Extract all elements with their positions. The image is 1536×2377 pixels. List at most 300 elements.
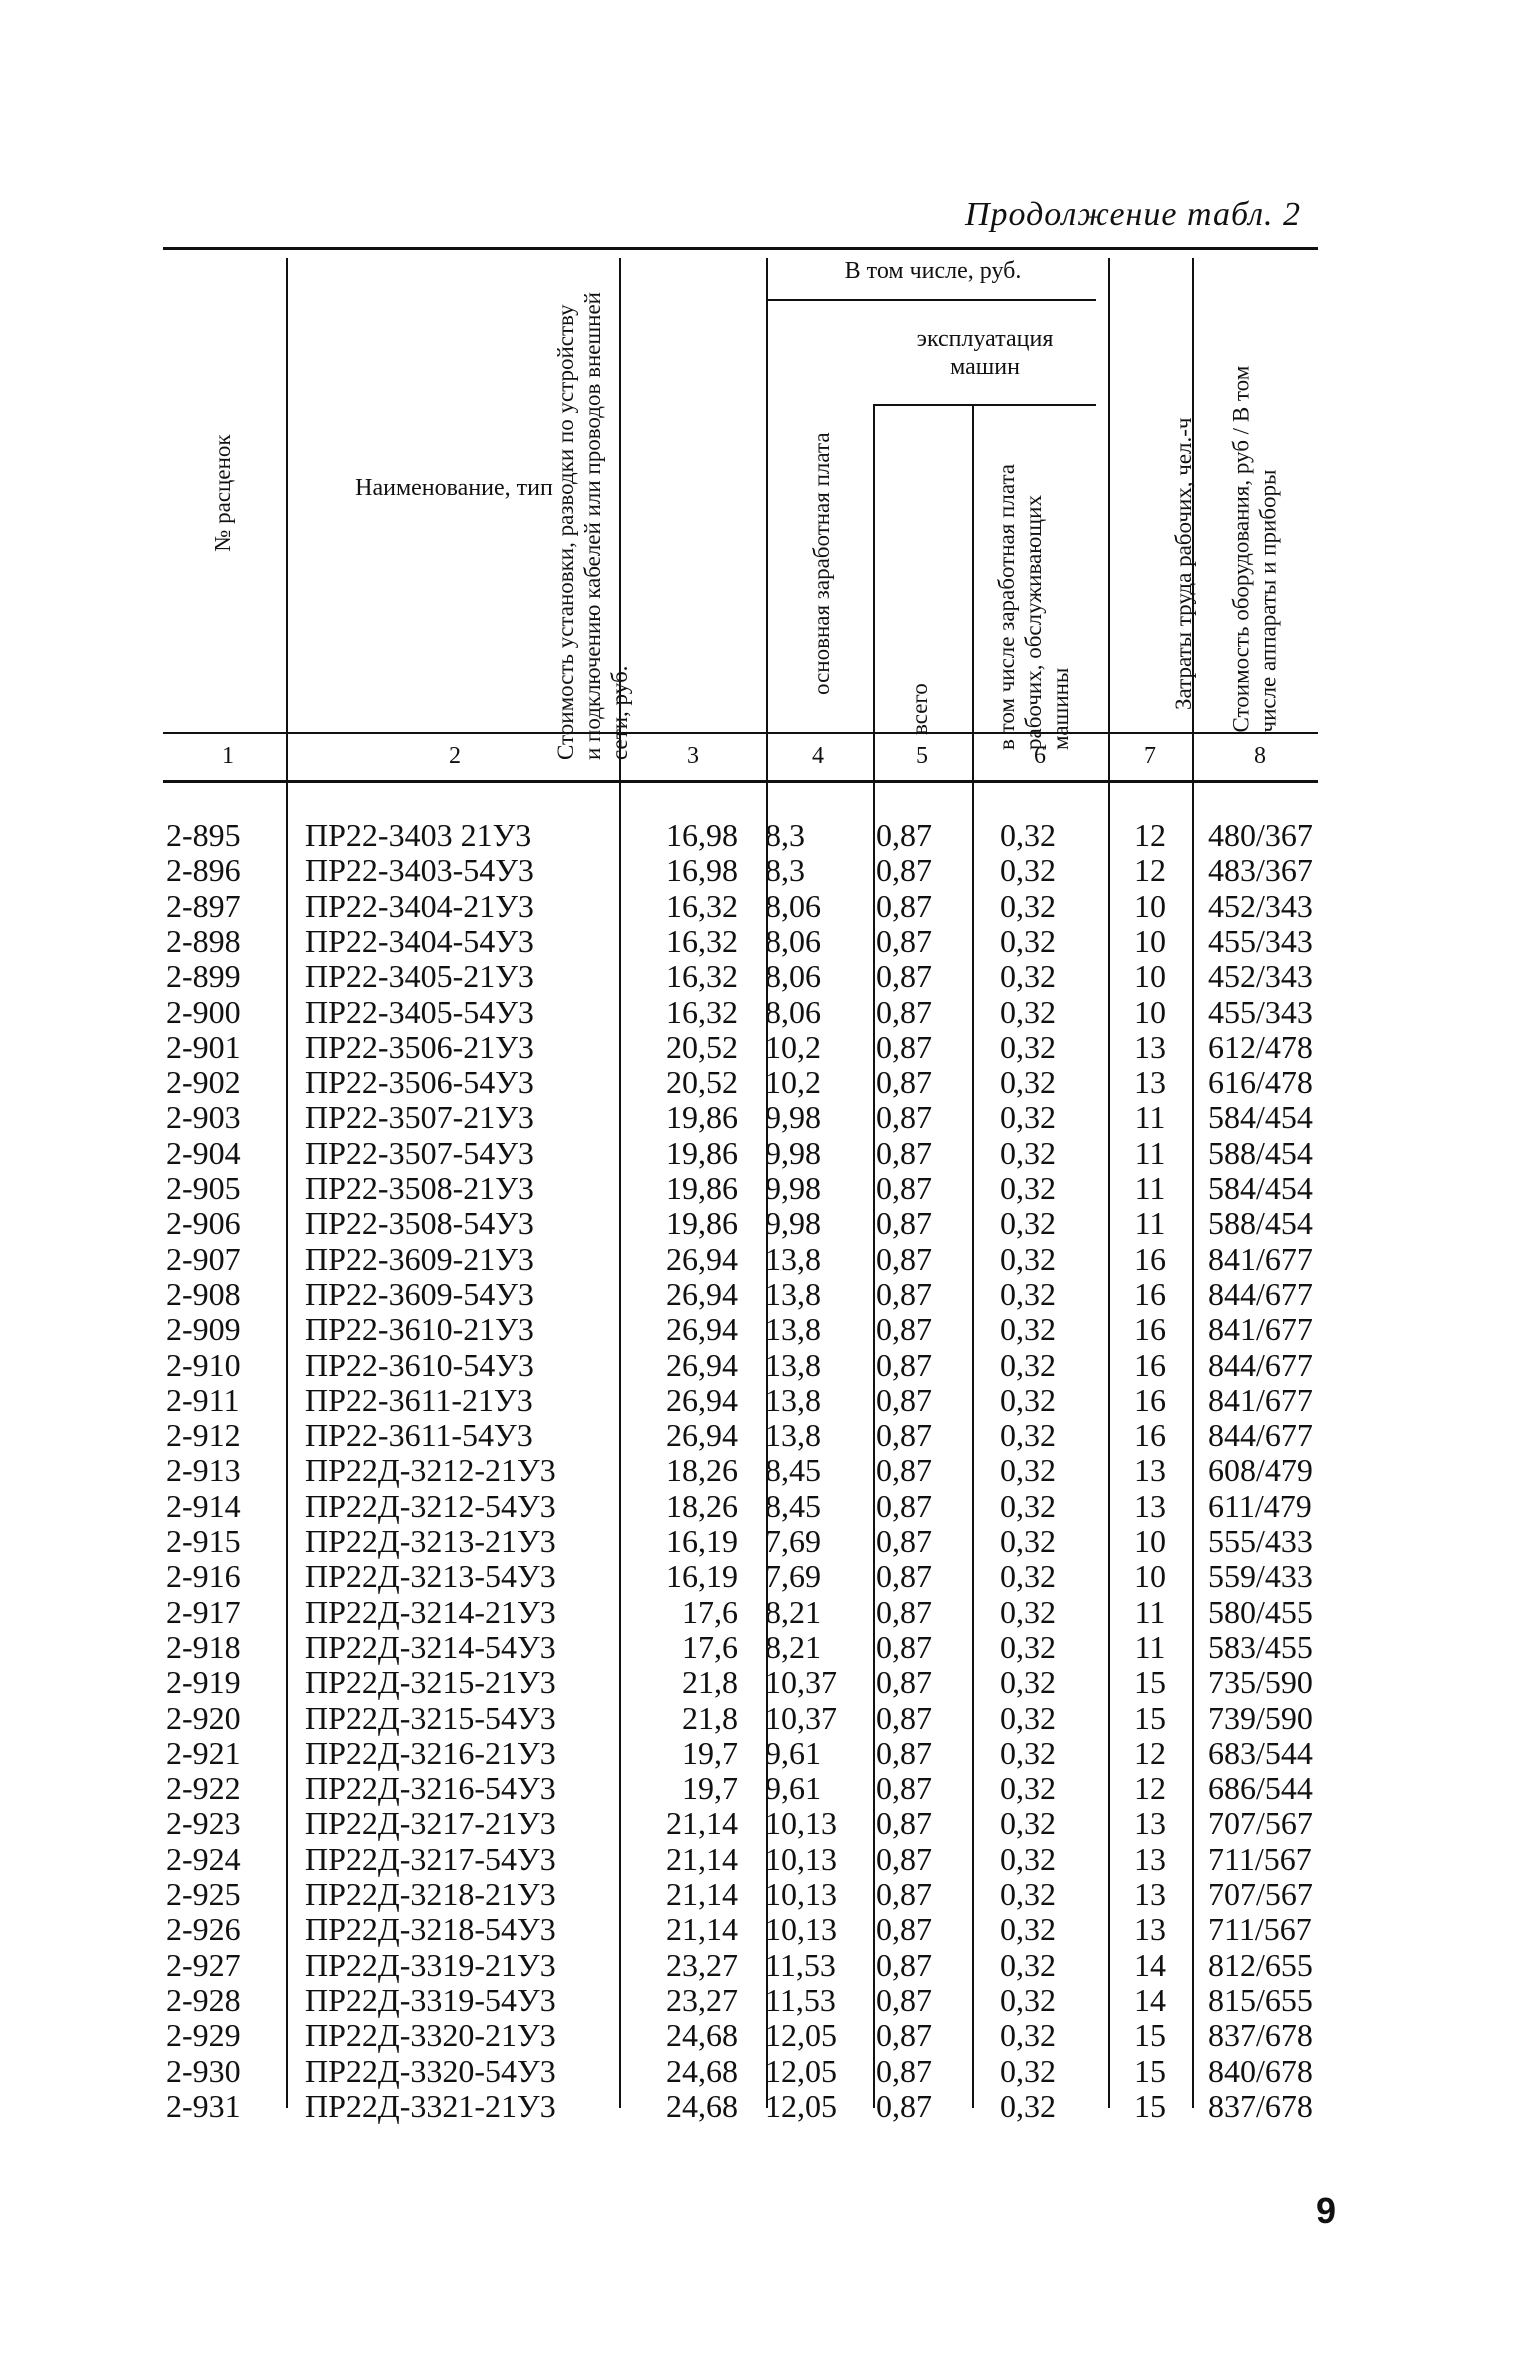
table-cell: 13 [1134, 1028, 1166, 1065]
table-cell: 8,45 [765, 1487, 821, 1524]
table-cell: 2-900 [166, 993, 241, 1030]
table-cell: 0,87 [876, 2087, 932, 2124]
table-cell: 686/544 [1208, 1770, 1313, 1807]
table-cell: ПР22Д-3217-54У3 [305, 1840, 556, 1877]
table-cell: 26,94 [666, 1240, 738, 1277]
table-cell: 15 [1134, 2087, 1166, 2124]
table-cell: 588/454 [1208, 1134, 1313, 1171]
table-cell: 0,32 [1000, 1734, 1056, 1771]
table-cell: 0,32 [1000, 1699, 1056, 1736]
table-cell: 0,32 [1000, 1064, 1056, 1101]
table-cell: 0,87 [876, 1523, 932, 1559]
table-cell: 16,19 [666, 1523, 738, 1559]
table-cell: 483/367 [1208, 852, 1313, 889]
table-cell: ПР22-3404-54У3 [305, 922, 534, 959]
table-cell: 9,98 [765, 1099, 821, 1136]
table-cell: 16 [1134, 1275, 1166, 1312]
table-cell: 16,32 [666, 993, 738, 1030]
table-cell: 2-902 [166, 1064, 241, 1101]
table-cell: 24,68 [666, 2087, 738, 2124]
table-cell: 0,87 [876, 887, 932, 924]
table-cell: 2-921 [166, 1734, 241, 1771]
table-cell: ПР22-3611-21У3 [305, 1381, 533, 1418]
table-cell: 0,32 [1000, 1558, 1056, 1595]
col-divider [286, 258, 288, 2108]
table-cell: 11 [1134, 1170, 1166, 1206]
table-cell: 17,6 [682, 1593, 738, 1630]
table-cell: 8,06 [765, 922, 821, 959]
table-cell: ПР22Д-3319-21У3 [305, 1946, 556, 1983]
column-number: 4 [812, 743, 824, 769]
table-cell: ПР22Д-3321-21У3 [305, 2087, 556, 2124]
table-cell: 812/655 [1208, 1946, 1313, 1983]
table-cell: 10,13 [765, 1840, 837, 1877]
table-cell: 7,69 [765, 1558, 821, 1595]
table-cell: 16 [1134, 1311, 1166, 1348]
table-cell: 8,21 [765, 1628, 821, 1665]
table-cell: 21,14 [666, 1840, 738, 1877]
table-cell: ПР22Д-3212-21У3 [305, 1452, 556, 1489]
table-cell: 20,52 [666, 1028, 738, 1065]
continued-label: Продолжение табл. 2 [965, 196, 1302, 233]
table-cell: 8,06 [765, 958, 821, 995]
table-cell: 21,14 [666, 1805, 738, 1842]
table-cell: 13 [1134, 1064, 1166, 1101]
table-cell: 9,61 [765, 1770, 821, 1807]
table-cell: 8,06 [765, 887, 821, 924]
table-cell: 0,87 [876, 1628, 932, 1665]
table-cell: ПР22-3609-21У3 [305, 1240, 534, 1277]
table-cell: 480/367 [1208, 817, 1313, 853]
table-cell: 2-908 [166, 1275, 241, 1312]
table-cell: 2-913 [166, 1452, 241, 1489]
table-cell: 0,87 [876, 2052, 932, 2089]
table-cell: ПР22Д-3215-54У3 [305, 1699, 556, 1736]
table-cell: 0,32 [1000, 852, 1056, 889]
table-cell: 2-918 [166, 1628, 241, 1665]
table-cell: 26,94 [666, 1417, 738, 1454]
table-cell: 2-917 [166, 1593, 241, 1630]
table-cell: ПР22Д-3217-21У3 [305, 1805, 556, 1842]
table-cell: 10,2 [765, 1028, 821, 1065]
table-cell: ПР22-3403-54У3 [305, 852, 534, 889]
table-cell: ПР22Д-3214-21У3 [305, 1593, 556, 1630]
table-cell: 0,32 [1000, 1981, 1056, 2018]
header-group: В том числе, руб. [844, 258, 1022, 284]
table-cell: 17,6 [682, 1628, 738, 1665]
table-cell: 9,61 [765, 1734, 821, 1771]
table-cell: 0,32 [1000, 1311, 1056, 1348]
table-cell: 0,87 [876, 1734, 932, 1771]
table-cell: 0,32 [1000, 1381, 1056, 1418]
table-cell: 0,87 [876, 1876, 932, 1912]
table-cell: 23,27 [666, 1981, 738, 2018]
table-cell: 0,32 [1000, 1628, 1056, 1665]
table-cell: ПР22Д-3213-21У3 [305, 1523, 556, 1559]
table-cell: 2-904 [166, 1134, 241, 1171]
column-number: 6 [1034, 743, 1046, 769]
table-cell: 16,19 [666, 1558, 738, 1595]
table-cell: 19,7 [682, 1734, 738, 1771]
table-cell: ПР22-3508-54У3 [305, 1205, 534, 1242]
table-cell: 11 [1134, 1099, 1166, 1136]
table-cell: 2-896 [166, 852, 241, 889]
table-cell: 18,26 [666, 1487, 738, 1524]
table-cell: 0,87 [876, 1275, 932, 1312]
table-cell: ПР22Д-3320-54У3 [305, 2052, 556, 2089]
table-cell: 12 [1134, 1770, 1166, 1807]
table-cell: 841/677 [1208, 1381, 1313, 1418]
table-cell: 0,32 [1000, 887, 1056, 924]
table-cell: 11 [1134, 1628, 1166, 1665]
header-col1: № расценок [210, 434, 235, 552]
table-cell: 0,32 [1000, 1452, 1056, 1489]
table-cell: 0,32 [1000, 1487, 1056, 1524]
table-cell: ПР22Д-3320-21У3 [305, 2017, 556, 2054]
column-number: 7 [1144, 743, 1156, 769]
column-number: 3 [687, 743, 699, 769]
table-cell: 455/343 [1208, 922, 1313, 959]
table-cell: 0,32 [1000, 1840, 1056, 1877]
table-cell: 0,87 [876, 1664, 932, 1701]
table-cell: 0,32 [1000, 1417, 1056, 1454]
table-cell: 13 [1134, 1487, 1166, 1524]
table-cell: ПР22-3611-54У3 [305, 1417, 533, 1454]
table-cell: 0,32 [1000, 958, 1056, 995]
table-cell: 844/677 [1208, 1275, 1313, 1312]
table-cell: 11 [1134, 1593, 1166, 1630]
table-cell: ПР22-3506-21У3 [305, 1028, 534, 1065]
table-cell: 0,32 [1000, 1946, 1056, 1983]
table-cell: 0,32 [1000, 1876, 1056, 1912]
table-cell: 612/478 [1208, 1028, 1313, 1065]
table-cell: 14 [1134, 1981, 1166, 2018]
table-cell: 12 [1134, 817, 1166, 853]
table-cell: ПР22Д-3218-54У3 [305, 1911, 556, 1948]
table-cell: 15 [1134, 2017, 1166, 2054]
table-cell: 13,8 [765, 1417, 821, 1454]
table-cell: 2-924 [166, 1840, 241, 1877]
table-cell: 19,86 [666, 1134, 738, 1171]
table-cell: 26,94 [666, 1311, 738, 1348]
table-cell: 0,87 [876, 1028, 932, 1065]
table-cell: 0,32 [1000, 1099, 1056, 1136]
table-cell: 0,87 [876, 1064, 932, 1101]
table-cell: ПР22-3506-54У3 [305, 1064, 534, 1101]
header-col8: Стоимость оборудования, руб / В том числе аппараты и приборы [1228, 365, 1281, 733]
table-cell: 10 [1134, 887, 1166, 924]
table-cell: ПР22-3610-54У3 [305, 1346, 534, 1383]
table-cell: 735/590 [1208, 1664, 1313, 1701]
table-cell: 24,68 [666, 2052, 738, 2089]
table-cell: 837/678 [1208, 2017, 1313, 2054]
header-col4: основная заработная плата [809, 432, 834, 695]
table-cell: 0,32 [1000, 993, 1056, 1030]
table-cell: 2-909 [166, 1311, 241, 1348]
table-cell: 815/655 [1208, 1981, 1313, 2018]
header-col3: Стоимость установки, разводки по устройству и подключению кабелей или проводов внешней сети, руб. [553, 292, 633, 760]
table-cell: 0,87 [876, 1699, 932, 1736]
table-cell: 707/567 [1208, 1876, 1313, 1912]
table-cell: ПР22Д-3218-21У3 [305, 1876, 556, 1912]
table-cell: 14 [1134, 1946, 1166, 1983]
table-cell: 0,32 [1000, 817, 1056, 853]
table-cell: 2-898 [166, 922, 241, 959]
table-cell: 2-930 [166, 2052, 241, 2089]
table-cell: 0,87 [876, 1593, 932, 1630]
table-cell: 11,53 [765, 1946, 836, 1983]
table-cell: 0,32 [1000, 1170, 1056, 1206]
table-cell: 21,14 [666, 1876, 738, 1912]
table-cell: 13,8 [765, 1240, 821, 1277]
table-cell: ПР22Д-3213-54У3 [305, 1558, 556, 1595]
table-cell: 26,94 [666, 1381, 738, 1418]
table-cell: 0,87 [876, 817, 932, 853]
table-cell: 26,94 [666, 1275, 738, 1312]
table-cell: 711/567 [1208, 1840, 1312, 1877]
table-cell: 10 [1134, 958, 1166, 995]
table-cell: 10,13 [765, 1911, 837, 1948]
table-cell: 19,86 [666, 1205, 738, 1242]
table-cell: ПР22-3610-21У3 [305, 1311, 534, 1348]
table-cell: 2-928 [166, 1981, 241, 2018]
table-cell: 2-895 [166, 817, 241, 853]
table-cell: 13 [1134, 1452, 1166, 1489]
table-cell: 0,87 [876, 1911, 932, 1948]
table-cell: 11 [1134, 1205, 1166, 1242]
column-number: 8 [1254, 743, 1266, 769]
table-cell: ПР22-3507-54У3 [305, 1134, 534, 1171]
table-cell: ПР22-3508-21У3 [305, 1170, 534, 1206]
table-cell: 8,3 [765, 852, 805, 889]
table-cell: 0,32 [1000, 1593, 1056, 1630]
table-cell: 8,3 [765, 817, 805, 853]
table-cell: 452/343 [1208, 958, 1313, 995]
table-cell: 0,87 [876, 1134, 932, 1171]
table-cell: 584/454 [1208, 1170, 1313, 1206]
table-cell: 711/567 [1208, 1911, 1312, 1948]
col-divider [873, 404, 875, 2108]
table-cell: 12 [1134, 852, 1166, 889]
table-cell: 2-903 [166, 1099, 241, 1136]
table-cell: 8,06 [765, 993, 821, 1030]
table-cell: ПР22-3405-54У3 [305, 993, 534, 1030]
table-cell: 0,87 [876, 993, 932, 1030]
table-cell: 13 [1134, 1876, 1166, 1912]
table-cell: 21,8 [682, 1699, 738, 1736]
table-cell: 2-912 [166, 1417, 241, 1454]
table-cell: 0,87 [876, 1205, 932, 1242]
table-cell: 0,87 [876, 1805, 932, 1842]
table-cell: 0,32 [1000, 922, 1056, 959]
table-cell: 16 [1134, 1240, 1166, 1277]
table-cell: 18,26 [666, 1452, 738, 1489]
table-cell: 13,8 [765, 1381, 821, 1418]
table-cell: 2-931 [166, 2087, 241, 2124]
table-cell: 608/479 [1208, 1452, 1313, 1489]
page-number: 9 [1316, 2190, 1337, 2231]
table-cell: ПР22-3609-54У3 [305, 1275, 534, 1312]
table-cell: 2-916 [166, 1558, 241, 1595]
table-cell: 0,87 [876, 1417, 932, 1454]
table-cell: 19,86 [666, 1170, 738, 1206]
table-cell: 2-922 [166, 1770, 241, 1807]
table-cell: 10 [1134, 922, 1166, 959]
group-header-rule [768, 299, 1096, 301]
table-cell: 0,32 [1000, 2017, 1056, 2054]
table-cell: 0,87 [876, 1946, 932, 1983]
table-cell: 16,98 [666, 817, 738, 853]
table-cell: 0,87 [876, 1381, 932, 1418]
table-cell: 555/433 [1208, 1523, 1313, 1559]
table-cell: 2-914 [166, 1487, 241, 1524]
table-cell: 0,32 [1000, 1205, 1056, 1242]
table-cell: 16,32 [666, 887, 738, 924]
table-cell: 0,32 [1000, 1275, 1056, 1312]
table-cell: 2-929 [166, 2017, 241, 2054]
table-cell: 10,13 [765, 1805, 837, 1842]
table-cell: 10 [1134, 1558, 1166, 1595]
table-cell: 0,87 [876, 1558, 932, 1595]
table-cell: 2-915 [166, 1523, 241, 1559]
table-cell: 13,8 [765, 1311, 821, 1348]
table-cell: 15 [1134, 1699, 1166, 1736]
table-cell: 0,87 [876, 2017, 932, 2054]
table-cell: 2-923 [166, 1805, 241, 1842]
table-cell: 8,21 [765, 1593, 821, 1630]
table-cell: 16,98 [666, 852, 738, 889]
table-cell: 2-925 [166, 1876, 241, 1912]
table-cell: 16 [1134, 1346, 1166, 1383]
table-cell: 10 [1134, 993, 1166, 1030]
table-cell: 23,27 [666, 1946, 738, 1983]
table-cell: ПР22Д-3215-21У3 [305, 1664, 556, 1701]
table-cell: 2-919 [166, 1664, 241, 1701]
subgroup-header-rule [873, 404, 1096, 406]
table-cell: 19,86 [666, 1099, 738, 1136]
table-cell: 455/343 [1208, 993, 1313, 1030]
table-cell: 0,87 [876, 1170, 932, 1206]
table-cell: 15 [1134, 2052, 1166, 2089]
table-cell: 2-901 [166, 1028, 241, 1065]
table-cell: ПР22-3404-21У3 [305, 887, 534, 924]
table-cell: 2-911 [166, 1381, 240, 1418]
header-col6: в том числе заработная плата рабочих, обслуживающих машины [994, 464, 1074, 750]
table-cell: 13 [1134, 1911, 1166, 1948]
table-cell: 0,87 [876, 958, 932, 995]
table-cell: 16,32 [666, 922, 738, 959]
table-cell: 0,87 [876, 1770, 932, 1807]
table-cell: 7,69 [765, 1523, 821, 1559]
header-subgroup: эксплуатация машин [916, 326, 1054, 380]
table-cell: 844/677 [1208, 1417, 1313, 1454]
column-number: 2 [449, 743, 461, 769]
table-cell: 841/677 [1208, 1240, 1313, 1277]
table-cell: 9,98 [765, 1205, 821, 1242]
table-cell: 12,05 [765, 2017, 837, 2054]
table-cell: 0,87 [876, 1487, 932, 1524]
table-cell: 0,87 [876, 1452, 932, 1489]
table-cell: 837/678 [1208, 2087, 1313, 2124]
table-cell: 683/544 [1208, 1734, 1313, 1771]
table-cell: ПР22-3403 21У3 [305, 817, 532, 853]
table-cell: 0,87 [876, 1346, 932, 1383]
table-cell: ПР22-3507-21У3 [305, 1099, 534, 1136]
table-top-rule [163, 247, 1318, 250]
table-cell: 10 [1134, 1523, 1166, 1559]
table-cell: 8,45 [765, 1452, 821, 1489]
table-cell: 452/343 [1208, 887, 1313, 924]
table-cell: 559/433 [1208, 1558, 1313, 1595]
table-cell: 840/678 [1208, 2052, 1313, 2089]
table-cell: 0,87 [876, 1240, 932, 1277]
table-cell: 2-907 [166, 1240, 241, 1277]
table-cell: 0,32 [1000, 1240, 1056, 1277]
table-cell: 10,13 [765, 1876, 837, 1912]
colnum-bottom-rule [163, 780, 1318, 783]
table-cell: 20,52 [666, 1064, 738, 1101]
table-cell: 0,32 [1000, 2052, 1056, 2089]
table-cell: 12 [1134, 1734, 1166, 1771]
table-cell: 0,32 [1000, 1346, 1056, 1383]
table-cell: 2-899 [166, 958, 241, 995]
table-cell: 580/455 [1208, 1593, 1313, 1630]
table-cell: 9,98 [765, 1170, 821, 1206]
table-cell: 616/478 [1208, 1064, 1313, 1101]
table-cell: 0,32 [1000, 1770, 1056, 1807]
table-cell: 0,32 [1000, 1523, 1056, 1559]
table-cell: 2-920 [166, 1699, 241, 1736]
table-cell: 10,37 [765, 1699, 837, 1736]
table-cell: 10,2 [765, 1064, 821, 1101]
header-col7: Затраты труда рабочих, чел.-ч [1171, 417, 1196, 710]
table-cell: 583/455 [1208, 1628, 1313, 1665]
table-cell: 2-927 [166, 1946, 241, 1983]
table-cell: 0,87 [876, 1981, 932, 2018]
table-cell: 0,32 [1000, 2087, 1056, 2124]
table-cell: 13 [1134, 1805, 1166, 1842]
table-cell: ПР22Д-3216-21У3 [305, 1734, 556, 1771]
table-cell: 13 [1134, 1840, 1166, 1877]
table-cell: 10,37 [765, 1664, 837, 1701]
table-cell: 0,87 [876, 922, 932, 959]
table-cell: 12,05 [765, 2087, 837, 2124]
table-cell: 2-897 [166, 887, 241, 924]
table-cell: 0,87 [876, 1311, 932, 1348]
table-cell: 611/479 [1208, 1487, 1312, 1524]
table-cell: 739/590 [1208, 1699, 1313, 1736]
table-cell: 19,7 [682, 1770, 738, 1807]
table-cell: ПР22-3405-21У3 [305, 958, 534, 995]
table-cell: 12,05 [765, 2052, 837, 2089]
table-cell: 16,32 [666, 958, 738, 995]
table-cell: 16 [1134, 1417, 1166, 1454]
column-number: 5 [916, 743, 928, 769]
table-cell: 0,87 [876, 852, 932, 889]
table-cell: ПР22Д-3214-54У3 [305, 1628, 556, 1665]
table-cell: 15 [1134, 1664, 1166, 1701]
table-cell: 13,8 [765, 1275, 821, 1312]
header-col5: всего [907, 683, 932, 735]
table-cell: 9,98 [765, 1134, 821, 1171]
header-bottom-rule [163, 732, 1318, 734]
table-cell: ПР22Д-3319-54У3 [305, 1981, 556, 2018]
table-cell: 0,32 [1000, 1664, 1056, 1701]
table-cell: 11 [1134, 1134, 1166, 1171]
table-cell: 584/454 [1208, 1099, 1313, 1136]
table-cell: 26,94 [666, 1346, 738, 1383]
table-cell: 0,32 [1000, 1805, 1056, 1842]
